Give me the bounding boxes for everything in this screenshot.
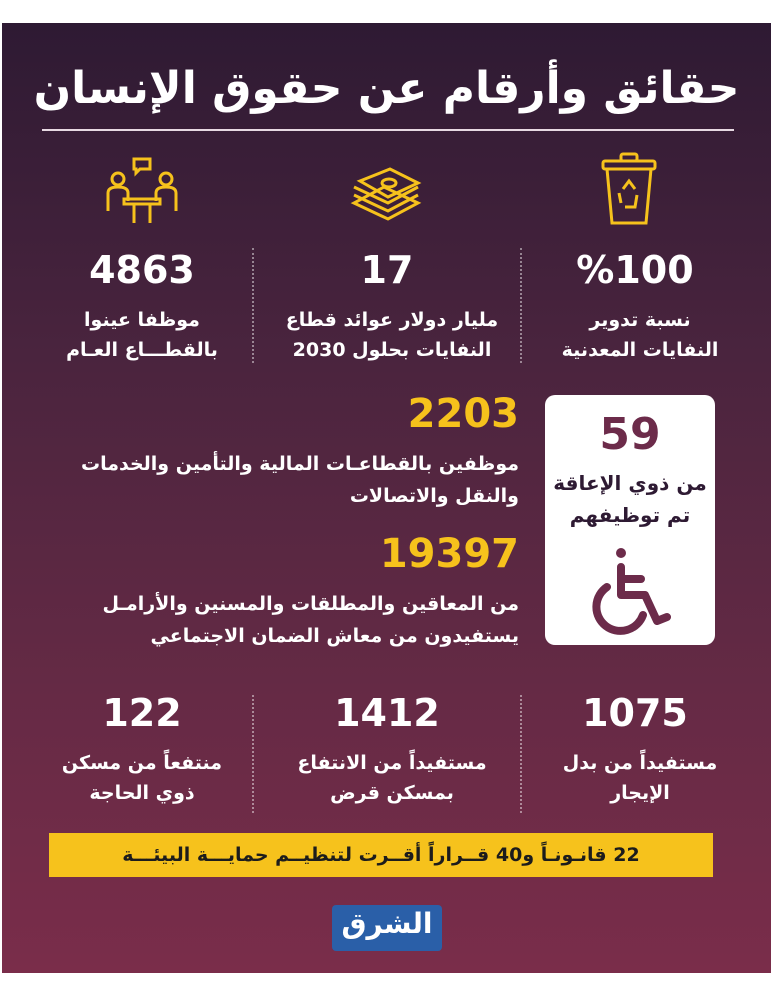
caption-line: بمسكن قرض <box>330 782 454 804</box>
caption-line: النفايات المعدنية <box>561 339 719 361</box>
disability-value: 59 <box>599 409 661 460</box>
caption-line: بالقطـــاع العـام <box>66 339 218 361</box>
social-security-caption <box>22 588 519 652</box>
caption-line: والنقل والاتصالات <box>349 485 519 507</box>
money-stack-icon <box>350 163 422 223</box>
stat-recycling-caption <box>525 305 755 365</box>
financial-employees-caption <box>22 448 519 512</box>
infographic-card <box>2 23 771 973</box>
stat-waste-revenue-caption <box>267 305 517 365</box>
caption-line: تم توظيفهم <box>569 503 691 527</box>
disability-card <box>545 395 715 645</box>
column-divider <box>252 695 254 813</box>
caption-line: من المعاقين والمطلقات والمسنين والأرامـل <box>102 593 519 615</box>
meeting-people-icon <box>104 155 180 227</box>
caption-line: يستفيدون من معاش الضمان الاجتماعي <box>150 625 519 647</box>
column-divider <box>520 695 522 813</box>
stat-waste-revenue-value: 17 <box>360 248 414 292</box>
recycle-bin-icon <box>599 151 659 227</box>
brand-logo <box>332 905 442 951</box>
title-divider <box>42 129 734 131</box>
column-divider <box>252 248 254 363</box>
stat-employees-value: 4863 <box>89 248 195 292</box>
wheelchair-icon <box>585 543 675 635</box>
caption-line: مستفيداً من الانتفاع <box>297 752 487 774</box>
housing-loan-value: 1412 <box>334 691 440 735</box>
caption-line: نسبة تدوير <box>589 309 691 331</box>
needy-housing-caption <box>32 748 252 808</box>
caption-line: مستفيداً من بدل <box>562 752 718 774</box>
logo-text: الشرق <box>341 907 433 940</box>
caption-line: موظفا عينوا <box>84 309 200 331</box>
rent-allowance-caption <box>525 748 755 808</box>
page-title: حقائق وأرقام عن حقوق الإنسان <box>33 63 740 114</box>
housing-loan-caption <box>267 748 517 808</box>
column-divider <box>520 248 522 363</box>
caption-line: منتفعاً من مسكن <box>61 752 223 774</box>
caption-line: الإيجار <box>610 782 670 804</box>
caption-line: من ذوي الإعاقة <box>553 471 707 495</box>
stat-recycling-value: %100 <box>576 248 694 292</box>
stat-employees-caption <box>32 305 252 365</box>
needy-housing-value: 122 <box>102 691 182 735</box>
environment-banner <box>49 833 713 877</box>
caption-line: النفايات بحلول 2030 <box>292 339 492 361</box>
financial-employees-value: 2203 <box>407 391 519 437</box>
caption-line: ذوي الحاجة <box>89 782 195 804</box>
disability-caption <box>545 467 715 531</box>
caption-line: موظفين بالقطاعـات المالية والتأمين والخدمات <box>81 453 519 475</box>
rent-allowance-value: 1075 <box>582 691 688 735</box>
banner-text: 22 قانـونـاً و40 قــراراً أقــرت لتنظيــم حمايـــة البيئـــة <box>122 844 640 866</box>
social-security-value: 19397 <box>379 531 519 577</box>
caption-line: مليار دولار عوائد قطاع <box>285 309 499 331</box>
